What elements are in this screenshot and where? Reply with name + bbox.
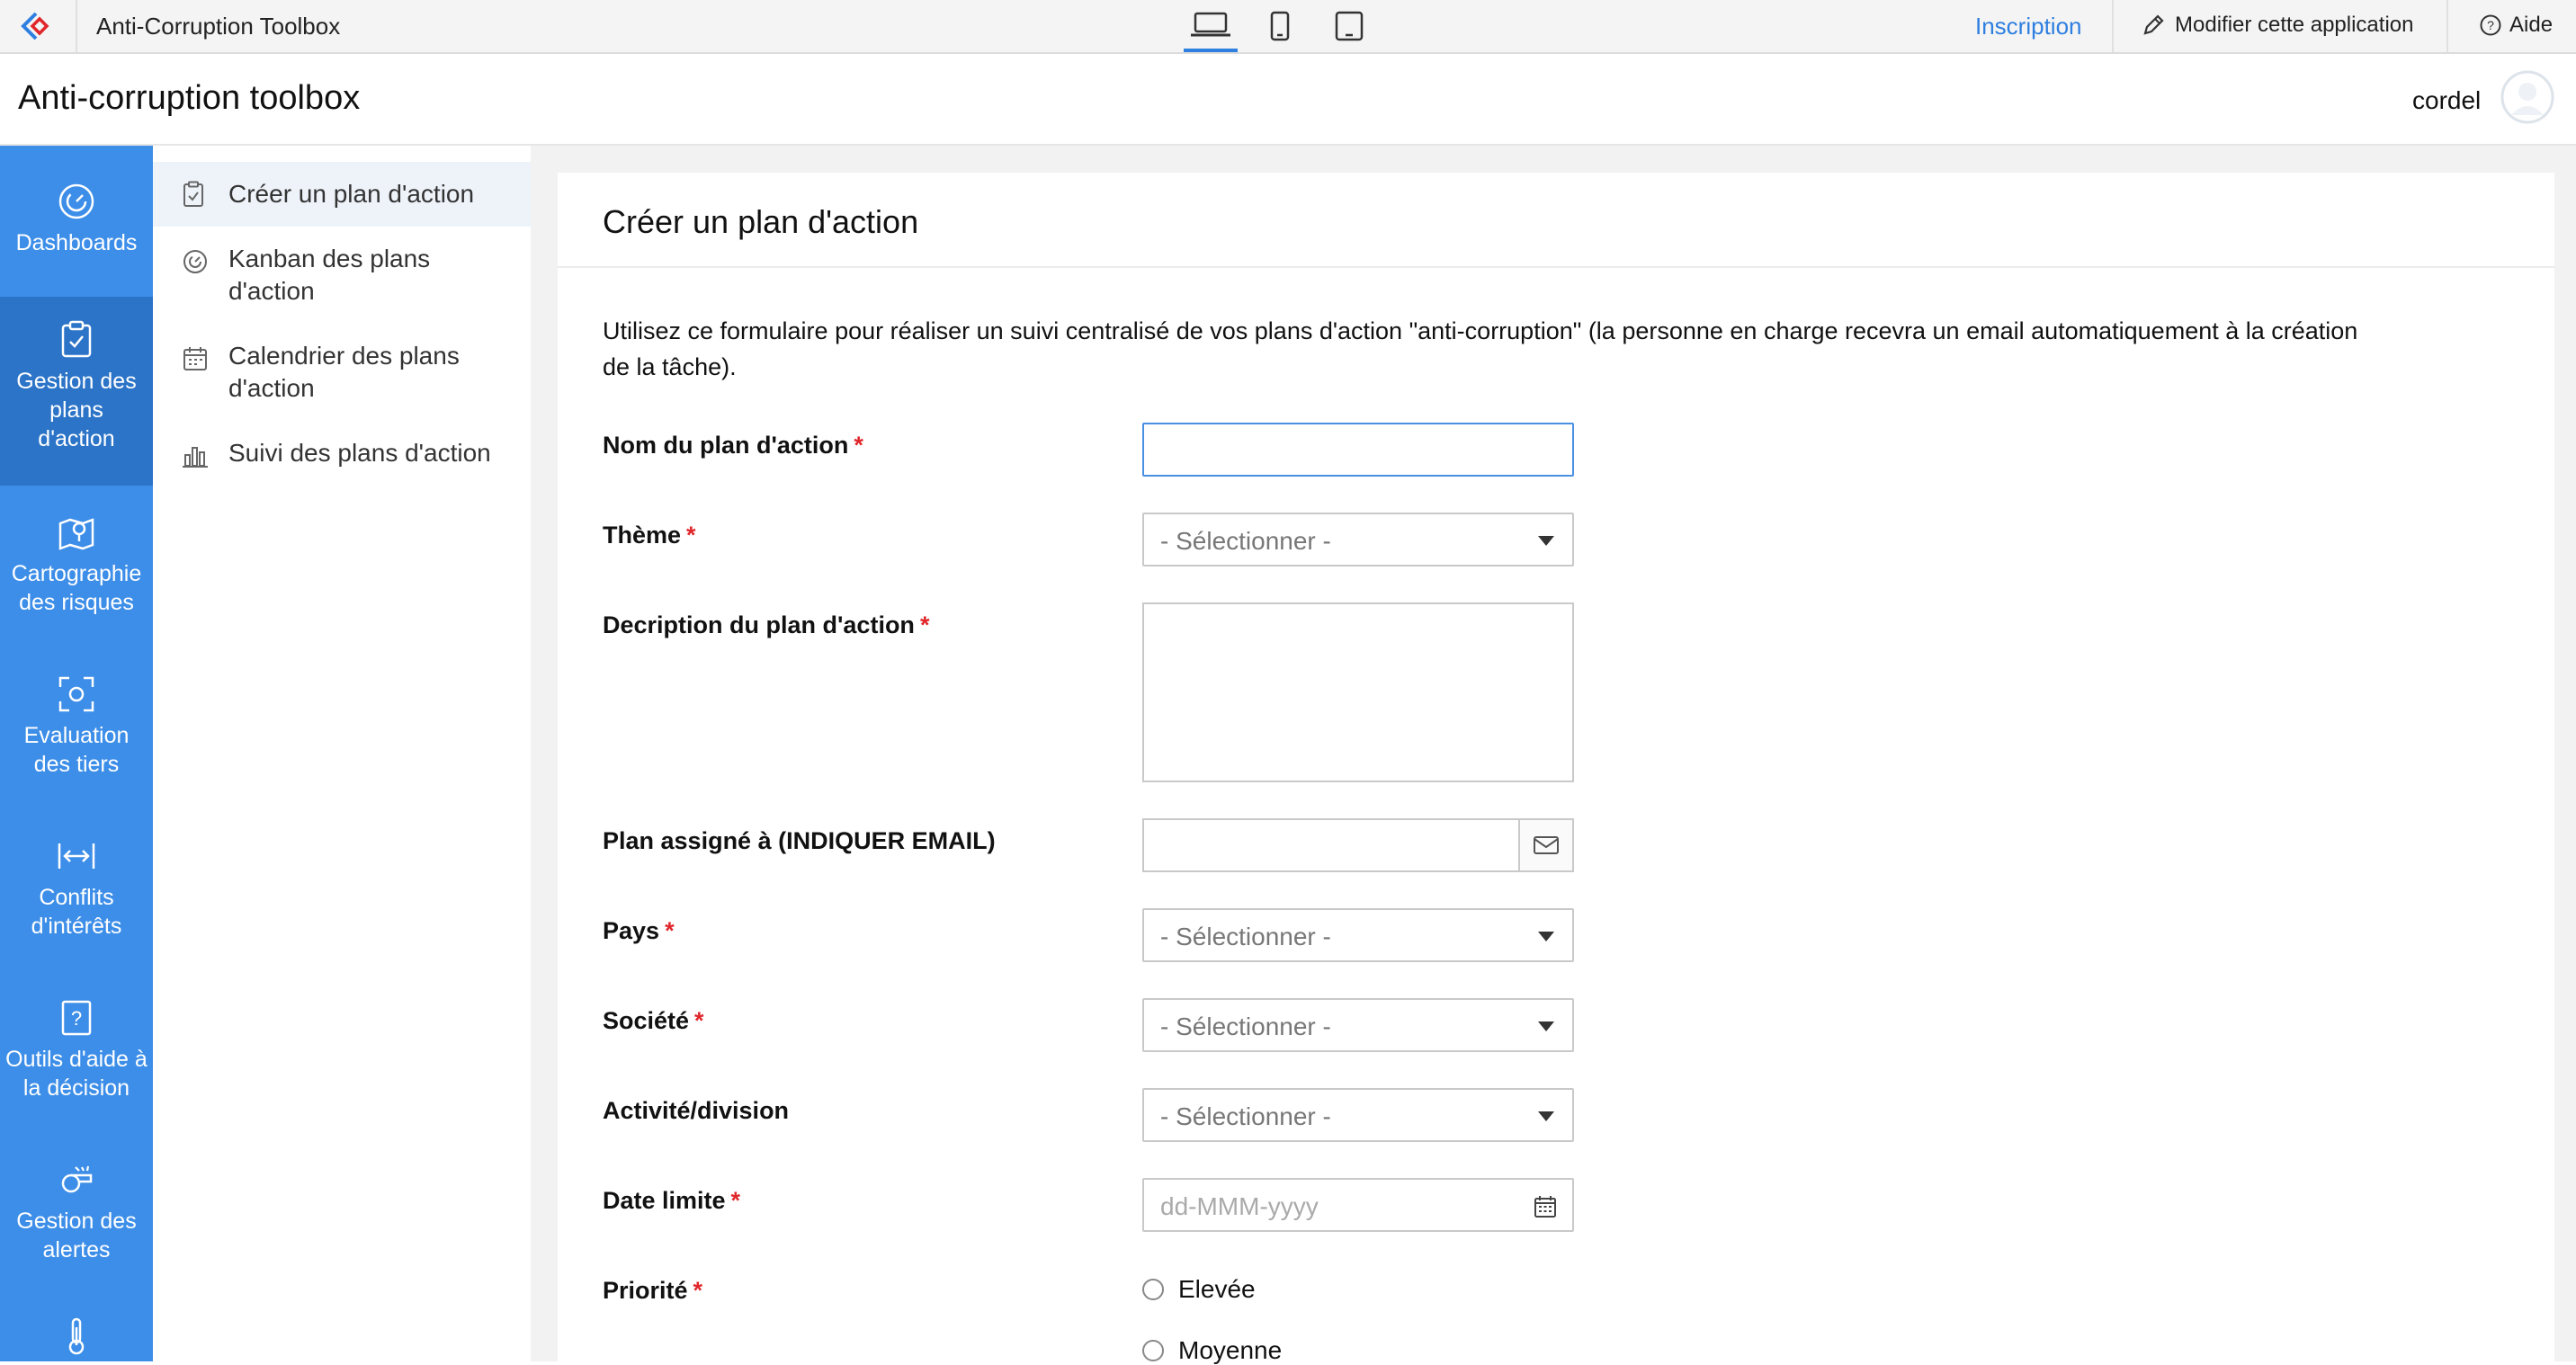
- device-preview-switcher: [1184, 0, 1391, 52]
- field-label-date: [603, 1187, 740, 1215]
- help-label: Aide: [2509, 13, 2554, 37]
- label-text: Priorité: [603, 1277, 688, 1304]
- email-button[interactable]: [1518, 818, 1574, 872]
- field-label-pays: [603, 917, 675, 945]
- nav-label: Conflits d'intérêts: [31, 885, 122, 939]
- form-title-divider: [558, 266, 2554, 268]
- label-text: Date limite: [603, 1187, 726, 1214]
- main-navigation: [0, 146, 153, 1361]
- bar-chart-icon: [182, 442, 209, 469]
- help-button[interactable]: [2479, 13, 2553, 38]
- app-header: [0, 54, 2576, 146]
- required-mark: *: [730, 1187, 741, 1214]
- form-title: Créer un plan d'action: [603, 203, 919, 240]
- nav-label: Outils d'aide à la décision: [5, 1047, 148, 1101]
- societe-selected-value: - Sélectionner -: [1160, 1013, 1331, 1040]
- logo-icon: [20, 10, 56, 42]
- label-text: Nom du plan d'action: [603, 432, 849, 459]
- label-text: Activité/division: [603, 1097, 790, 1124]
- tablet-preview-button[interactable]: [1322, 0, 1376, 52]
- app-title: Anti-corruption toolbox: [18, 79, 361, 117]
- assigne-email-field: [1142, 818, 1574, 872]
- chevron-down-icon: [1538, 1022, 1554, 1031]
- dashboard-gauge-icon: [57, 182, 96, 221]
- phone-preview-button[interactable]: [1253, 0, 1307, 52]
- nav-item-evaluation-tiers[interactable]: [0, 674, 153, 779]
- nav-label: Gestion des plans d'action: [16, 369, 137, 451]
- field-label-activite: [603, 1097, 789, 1125]
- form-card: [558, 173, 2554, 1364]
- builder-app-name: Anti-Corruption Toolbox: [96, 13, 341, 40]
- nav-label: Dashboards: [15, 230, 138, 255]
- required-mark: *: [919, 611, 930, 638]
- nav-item-dashboards[interactable]: [0, 182, 153, 257]
- label-text: Pays: [603, 917, 660, 944]
- radio-label: Moyenne: [1178, 1336, 1283, 1364]
- form-intro-text: Utilisez ce formulaire pour réaliser un suivi centralisé de vos plans d'action "anti-corruption" (la personne en charge recevra un email automatiquement à la création de la tâche).: [603, 317, 2358, 380]
- builder-topbar: [0, 0, 2576, 54]
- nav-item-cartographie[interactable]: [0, 513, 153, 617]
- theme-selected-value: - Sélectionner -: [1160, 527, 1331, 555]
- activite-select[interactable]: [1142, 1088, 1574, 1142]
- subnav-item-suivi[interactable]: [153, 437, 531, 469]
- chevron-down-icon: [1538, 1111, 1554, 1121]
- field-label-societe: [603, 1007, 704, 1035]
- laptop-preview-button[interactable]: [1184, 0, 1238, 52]
- svg-text:?: ?: [2487, 18, 2494, 32]
- question-box-icon: [58, 998, 94, 1038]
- subnav-item-calendrier[interactable]: [153, 340, 531, 405]
- nav-item-thermometre[interactable]: [0, 1316, 153, 1363]
- topbar-divider: [2112, 0, 2114, 52]
- required-mark: *: [693, 1277, 703, 1304]
- label-text: Plan assigné à (INDIQUER EMAIL): [603, 827, 996, 854]
- required-mark: *: [686, 522, 696, 549]
- pays-selected-value: - Sélectionner -: [1160, 923, 1331, 950]
- subnav-item-creer[interactable]: [153, 162, 531, 227]
- field-label-description: [603, 611, 929, 639]
- svg-text:?: ?: [70, 1007, 83, 1030]
- focus-scan-icon: [57, 674, 96, 714]
- radio-button[interactable]: [1142, 1279, 1164, 1300]
- clipboard-check-icon: [58, 320, 94, 360]
- nav-label: Cartographie des risques: [11, 561, 142, 615]
- pays-select[interactable]: [1142, 908, 1574, 962]
- whistle-icon: [57, 1160, 96, 1200]
- topbar-divider: [2446, 0, 2448, 52]
- map-pin-icon: [57, 513, 96, 552]
- required-mark: *: [665, 917, 675, 944]
- theme-select[interactable]: [1142, 513, 1574, 567]
- field-label-assigne: [603, 827, 996, 855]
- priorite-radio-elevee[interactable]: [1142, 1275, 1256, 1304]
- modify-app-button[interactable]: [2141, 13, 2413, 38]
- label-text: Thème: [603, 522, 682, 549]
- modify-app-label: Modifier cette application: [2175, 13, 2414, 37]
- date-placeholder: dd-MMM-yyyy: [1160, 1192, 1319, 1220]
- username[interactable]: cordel: [2412, 86, 2482, 114]
- field-label-priorite: [603, 1277, 702, 1305]
- date-limite-input[interactable]: [1142, 1178, 1574, 1232]
- calendar-icon: [182, 345, 209, 372]
- app-logo[interactable]: [0, 0, 77, 52]
- nav-item-gestion-plans[interactable]: [0, 297, 153, 486]
- required-mark: *: [854, 432, 863, 459]
- chevron-down-icon: [1538, 932, 1554, 941]
- laptop-icon: [1189, 10, 1232, 39]
- priorite-radio-moyenne[interactable]: [1142, 1336, 1282, 1365]
- chevron-down-icon: [1538, 536, 1554, 546]
- arrows-horizontal-icon: [57, 836, 96, 876]
- nav-item-alertes[interactable]: [0, 1160, 153, 1264]
- thermometer-icon: [63, 1316, 90, 1356]
- subnav-item-kanban[interactable]: [153, 243, 531, 308]
- label-text: Decription du plan d'action: [603, 611, 915, 638]
- email-input[interactable]: [1142, 818, 1520, 872]
- field-label-nom: [603, 432, 863, 459]
- label-text: Société: [603, 1007, 690, 1034]
- nav-item-conflits[interactable]: [0, 836, 153, 941]
- gauge-icon: [182, 248, 209, 275]
- phone-icon: [1267, 11, 1292, 41]
- nav-label: Gestion des alertes: [16, 1209, 137, 1262]
- radio-button[interactable]: [1142, 1340, 1164, 1361]
- activite-selected-value: - Sélectionner -: [1160, 1102, 1331, 1130]
- help-circle-icon: [2479, 13, 2502, 37]
- radio-label: Elevée: [1178, 1275, 1256, 1303]
- required-mark: *: [694, 1007, 704, 1034]
- avatar[interactable]: [2500, 70, 2554, 124]
- subnav-label: Calendrier des plans d'action: [228, 342, 460, 402]
- societe-select[interactable]: [1142, 998, 1574, 1052]
- description-textarea[interactable]: [1142, 602, 1574, 782]
- inscription-link[interactable]: Inscription: [1975, 13, 2082, 40]
- subnav-label: Créer un plan d'action: [228, 180, 475, 208]
- calendar-icon[interactable]: [1533, 1194, 1558, 1219]
- nav-item-outils[interactable]: [0, 998, 153, 1102]
- envelope-icon: [1533, 835, 1560, 855]
- nom-plan-input[interactable]: [1142, 423, 1574, 477]
- pencil-icon: [2141, 13, 2166, 38]
- tablet-icon: [1334, 11, 1364, 41]
- clipboard-check-icon: [182, 181, 205, 208]
- subnav-label: Suivi des plans d'action: [228, 439, 491, 467]
- nav-label: Evaluation des tiers: [23, 723, 130, 777]
- subnav-label: Kanban des plans d'action: [228, 245, 431, 305]
- section-subnav: [153, 146, 531, 1361]
- field-label-theme: [603, 522, 696, 549]
